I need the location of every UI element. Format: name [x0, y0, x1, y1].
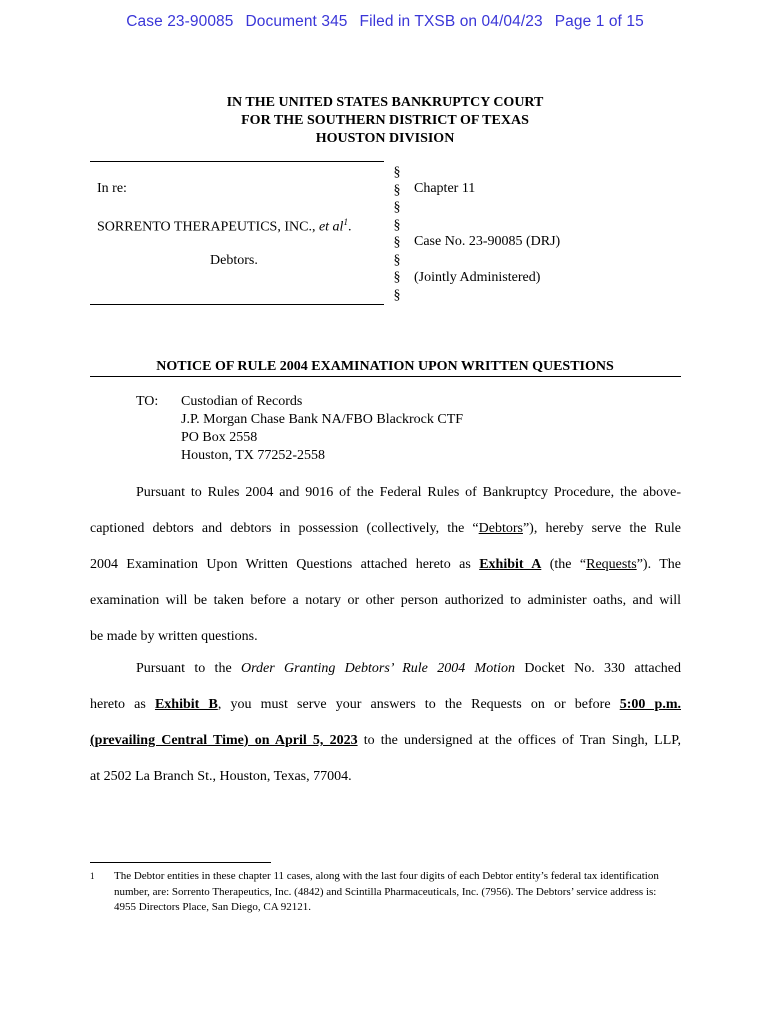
stamp-document: Document 345: [245, 13, 348, 30]
paragraph-1-line: Pursuant to Rules 2004 and 9016 of the Federal Rules of Bankruptcy Procedure, the above-: [136, 485, 681, 500]
paragraph-1-line: be made by written questions.: [90, 629, 258, 644]
recipient-line-3: PO Box 2558: [181, 430, 258, 445]
p2-text: Docket No. 330 attached: [515, 661, 681, 676]
filing-stamp: [0, 13, 770, 31]
deadline-date: (prevailing Central Time) on April 5, 2023: [90, 733, 358, 748]
p1-text: 2004 Examination Upon Written Questions attached hereto as: [90, 557, 480, 572]
stamp-filed: Filed in TXSB on 04/04/23: [359, 13, 543, 30]
caption-top-rule: [90, 161, 384, 162]
paragraph-1: [90, 475, 681, 655]
paragraph-2-line: [90, 723, 681, 759]
p2-text: , you must serve your answers to the Requests on or before: [217, 697, 620, 712]
deadline-time: 5:00 p.m.: [619, 697, 681, 712]
recipient-line-2: J.P. Morgan Chase Bank NA/FBO Blackrock CTF: [181, 412, 464, 427]
paragraph-2-line: at 2502 La Branch St., Houston, Texas, 77004.: [90, 769, 352, 784]
order-title: Order Granting Debtors’ Rule 2004 Motion: [240, 661, 515, 676]
caption-debtor-name: [97, 217, 351, 236]
court-heading-line-2: FOR THE SOUTHERN DISTRICT OF TEXAS: [241, 113, 529, 128]
p1-text: captioned debtors and debtors in possession (collectively, the “: [90, 521, 479, 536]
defined-term-requests: Requests: [586, 557, 637, 572]
footnote: [90, 869, 681, 916]
stamp-page: Page 1 of 15: [554, 13, 644, 30]
chapter-label: Chapter 11: [414, 181, 476, 196]
notice-title: NOTICE OF RULE 2004 EXAMINATION UPON WRITTEN QUESTIONS: [156, 359, 614, 374]
jointly-administered: (Jointly Administered): [414, 270, 541, 285]
case-number: Case No. 23-90085 (DRJ): [414, 234, 561, 249]
paragraph-1-line: examination will be taken before a notary or other person authorized to administer oaths, and will: [90, 593, 681, 608]
caption-debtors-label: Debtors.: [210, 253, 258, 268]
exhibit-b-ref: Exhibit B: [154, 697, 218, 712]
section-symbol: §: [393, 200, 401, 215]
recipient-line-1: Custodian of Records: [181, 394, 303, 409]
recipient-line-4: Houston, TX 77252-2558: [181, 448, 326, 463]
et-al-text: et al: [318, 219, 344, 235]
p2-text: Pursuant to the: [136, 661, 241, 676]
footnote-rule: [90, 862, 271, 863]
caption-bottom-rule: [90, 304, 384, 305]
court-heading-line-3: HOUSTON DIVISION: [315, 131, 455, 146]
title-rule: [90, 376, 681, 377]
to-label: TO:: [136, 394, 159, 409]
section-symbol: §: [393, 235, 401, 250]
paragraph-2-line: [90, 651, 681, 687]
section-symbol: §: [393, 287, 401, 303]
footnote-text: The Debtor entities in these chapter 11 cases, along with the last four digits of each Debtor entity’s federal tax identification number, are: Sorrento Therapeutics, Inc. (4842) and Scintilla Pharmaceuticals, Inc. (7956). The Debtors’ service address is: 4955 Directors Place, San Diego, CA 92121.: [114, 870, 659, 913]
section-symbol: §: [393, 217, 401, 233]
paragraph-1-line: [90, 511, 681, 547]
paragraph-1-line: [90, 547, 681, 583]
caption-period: .: [347, 219, 352, 235]
p2-text: to the undersigned at the offices of Tran Singh, LLP,: [357, 733, 681, 748]
section-symbol: §: [393, 252, 401, 268]
debtor-name-text: SORRENTO THERAPEUTICS, INC.,: [97, 219, 316, 235]
footnote-number: 1: [90, 871, 95, 881]
paragraph-2-line: [90, 687, 681, 723]
caption-in-re: In re:: [97, 181, 127, 196]
footnote-ref-1: 1: [343, 217, 348, 227]
p2-text: hereto as: [90, 697, 155, 712]
p1-text: ”). The: [636, 557, 681, 572]
stamp-case: Case 23-90085: [126, 13, 234, 30]
section-symbol: §: [393, 182, 401, 198]
defined-term-debtors: Debtors: [478, 521, 523, 536]
section-symbol: §: [393, 270, 401, 285]
p1-text: ”), hereby serve the Rule: [522, 521, 681, 536]
paragraph-2: [90, 651, 681, 795]
exhibit-a-ref: Exhibit A: [479, 557, 542, 572]
section-symbol: §: [393, 165, 401, 180]
court-heading-line-1: IN THE UNITED STATES BANKRUPTCY COURT: [226, 95, 544, 110]
p1-text: (the “: [541, 557, 587, 572]
